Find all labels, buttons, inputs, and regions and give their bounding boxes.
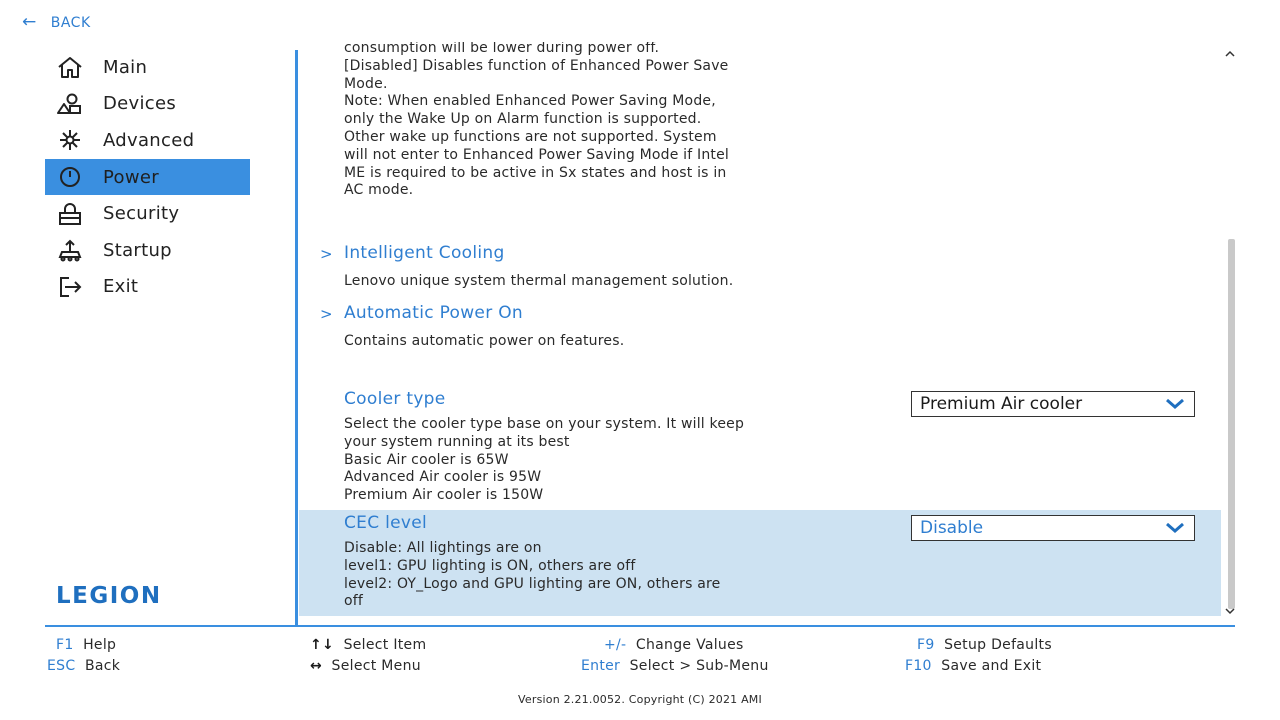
desc-line: Note: When enabled Enhanced Power Saving Mode, [344, 93, 716, 110]
advanced-icon [53, 128, 87, 152]
desc-line: [Disabled] Disables function of Enhanced Power Save [344, 57, 729, 74]
sidebar-item-label: Startup [103, 239, 172, 261]
esc-key-hint [47, 658, 120, 674]
cec-level-label: CEC level [344, 513, 428, 533]
desc-line: Premium Air cooler is 150W [344, 487, 544, 504]
cec-level-description [344, 540, 834, 611]
key-label: +/- [604, 637, 627, 653]
devices-icon [53, 92, 87, 116]
arrows-left-right-icon: ↔ [310, 658, 323, 674]
desc-line: Select the cooler type base on your system. It will keep [344, 416, 745, 432]
cooler-type-label: Cooler type [344, 389, 446, 409]
desc-line: will not enter to Enhanced Power Saving Mode if Intel [344, 146, 730, 163]
setup-defaults-key-hint [917, 637, 1052, 653]
back-label: BACK [50, 14, 91, 31]
automatic-power-on-link[interactable]: Automatic Power On [344, 303, 523, 323]
desc-line: only the Wake Up on Alarm function is supported. [344, 111, 702, 128]
sidebar-item-power[interactable] [45, 159, 250, 196]
desc-line: Mode. [344, 75, 388, 92]
content-panel[interactable] [299, 42, 1221, 616]
sidebar-item-label: Devices [103, 93, 177, 115]
chevron-down-icon [1164, 521, 1186, 535]
select-item-key-hint [310, 637, 426, 653]
sidebar-item-devices[interactable] [45, 86, 250, 123]
cooler-type-description [344, 416, 834, 505]
key-action: Save and Exit [941, 658, 1042, 674]
home-icon [53, 55, 87, 79]
sidebar-item-label: Main [103, 56, 148, 78]
desc-line: Disable: All lightings are on [344, 540, 542, 556]
sidebar-item-exit[interactable] [45, 269, 250, 306]
sidebar-divider [295, 50, 298, 627]
back-button[interactable] [22, 14, 91, 31]
desc-line: consumption will be lower during power off. [344, 42, 660, 56]
startup-icon [53, 238, 87, 262]
desc-line: your system running at its best [344, 433, 570, 450]
key-action: Change Values [635, 637, 744, 653]
version-text: Version 2.21.0052. Copyright (C) 2021 AMI [518, 693, 762, 706]
footer-divider [45, 625, 1235, 627]
power-icon [53, 165, 87, 189]
desc-line: AC mode. [344, 182, 414, 199]
sidebar-item-security[interactable] [45, 195, 250, 232]
legion-logo: LEGION [56, 583, 162, 609]
cec-level-dropdown[interactable] [911, 515, 1195, 541]
key-label: ESC [47, 658, 76, 674]
key-label: F1 [56, 637, 74, 653]
chevron-right-icon: > [320, 305, 333, 323]
change-values-key-hint [604, 637, 744, 653]
desc-line: level1: GPU lighting is ON, others are off [344, 557, 636, 574]
sidebar-item-label: Power [103, 166, 159, 188]
cooler-type-dropdown[interactable] [911, 391, 1195, 417]
scroll-down-icon[interactable] [1224, 607, 1236, 615]
sidebar-item-startup[interactable] [45, 232, 250, 269]
lock-icon [53, 202, 87, 226]
sidebar-item-label: Security [103, 203, 180, 225]
arrow-left-icon: ← [22, 12, 37, 32]
sidebar-item-advanced[interactable] [45, 122, 250, 159]
key-action: Select Menu [331, 658, 421, 674]
key-label: Enter [581, 658, 621, 674]
automatic-power-on-description: Contains automatic power on features. [344, 333, 625, 349]
desc-line: Basic Air cooler is 65W [344, 451, 509, 468]
enter-key-hint [581, 658, 769, 674]
arrows-up-down-icon: ↑↓ [310, 637, 335, 653]
exit-icon [53, 275, 87, 299]
sidebar-item-main[interactable] [45, 49, 250, 86]
intelligent-cooling-description: Lenovo unique system thermal management solution. [344, 273, 734, 289]
key-action: Select Item [343, 637, 427, 653]
cec-level-value: Disable [920, 518, 984, 538]
enhanced-power-saving-description [344, 42, 824, 200]
desc-line: Advanced Air cooler is 95W [344, 469, 542, 486]
chevron-down-icon [1164, 397, 1186, 411]
sidebar-item-label: Advanced [103, 129, 195, 151]
scroll-up-icon[interactable] [1224, 50, 1236, 58]
key-label: F10 [905, 658, 932, 674]
sidebar-nav [45, 49, 250, 305]
chevron-right-icon: > [320, 245, 333, 263]
save-exit-key-hint [905, 658, 1041, 674]
intelligent-cooling-link[interactable]: Intelligent Cooling [344, 243, 505, 263]
desc-line: ME is required to be active in Sx states and host is in [344, 164, 727, 181]
key-label: F9 [917, 637, 935, 653]
key-action: Setup Defaults [944, 637, 1052, 653]
key-action: Help [83, 637, 117, 653]
sidebar-item-label: Exit [103, 276, 139, 298]
scrollbar-thumb[interactable] [1228, 239, 1235, 609]
key-action: Back [84, 658, 121, 674]
desc-line: off [344, 593, 364, 610]
select-menu-key-hint [310, 658, 421, 674]
cooler-type-value: Premium Air cooler [920, 394, 1083, 414]
help-key-hint [56, 637, 116, 653]
desc-line: level2: OY_Logo and GPU lighting are ON, others are [344, 575, 721, 592]
desc-line: Other wake up functions are not supported. System [344, 128, 717, 145]
key-action: Select > Sub-Menu [629, 658, 769, 674]
